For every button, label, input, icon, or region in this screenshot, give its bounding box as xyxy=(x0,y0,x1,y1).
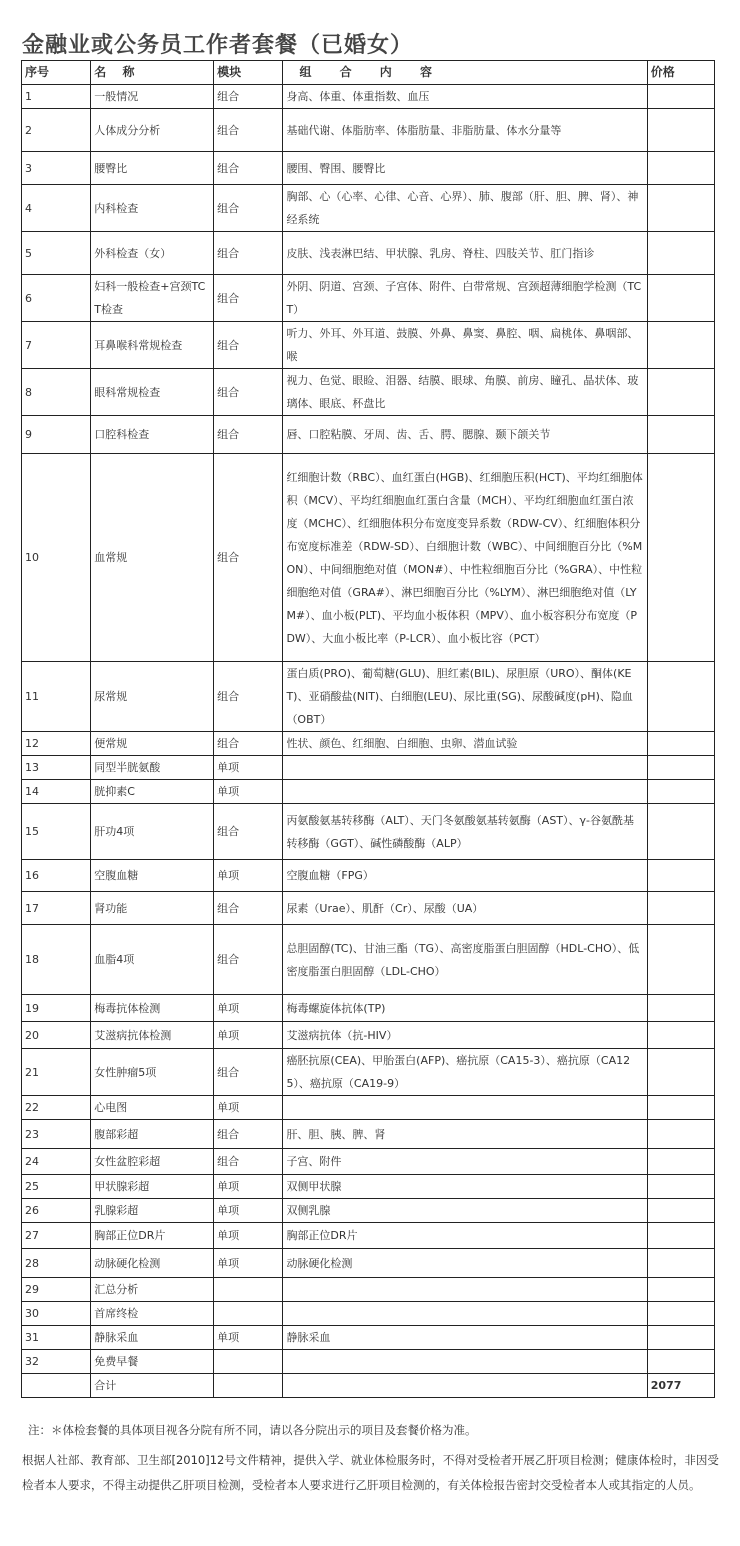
row-index: 2 xyxy=(22,109,91,152)
table-row xyxy=(22,416,715,454)
row-index: 14 xyxy=(22,780,91,804)
item-name: 口腔科检查 xyxy=(91,416,214,454)
item-content xyxy=(283,756,647,780)
item-name: 胸部正位DR片 xyxy=(91,1223,214,1249)
item-content: 胸部正位DR片 xyxy=(283,1223,647,1249)
item-price xyxy=(647,85,714,109)
row-index: 5 xyxy=(22,232,91,275)
item-price xyxy=(647,275,714,322)
item-content: 皮肤、浅表淋巴结、甲状腺、乳房、脊柱、四肢关节、肛门指诊 xyxy=(283,232,647,275)
item-price xyxy=(647,1120,714,1149)
item-name: 女性肿瘤5项 xyxy=(91,1049,214,1096)
table-row xyxy=(22,892,715,925)
item-name: 耳鼻喉科常规检查 xyxy=(91,322,214,369)
item-name: 同型半胱氨酸 xyxy=(91,756,214,780)
header-module: 模块 xyxy=(214,61,283,85)
table-row xyxy=(22,1223,715,1249)
table-row xyxy=(22,454,715,662)
item-module: 组合 xyxy=(214,416,283,454)
row-index: 27 xyxy=(22,1223,91,1249)
item-content xyxy=(283,1302,647,1326)
package-table xyxy=(21,60,715,1398)
item-module: 组合 xyxy=(214,152,283,185)
row-index: 1 xyxy=(22,85,91,109)
item-price xyxy=(647,1049,714,1096)
item-price xyxy=(647,416,714,454)
item-module: 组合 xyxy=(214,85,283,109)
item-price xyxy=(647,860,714,892)
item-price xyxy=(647,1350,714,1374)
item-name: 人体成分分析 xyxy=(91,109,214,152)
header-index: 序号 xyxy=(22,61,91,85)
item-content xyxy=(283,780,647,804)
row-index: 31 xyxy=(22,1326,91,1350)
item-name: 肝功4项 xyxy=(91,804,214,860)
item-price xyxy=(647,662,714,732)
item-content: 空腹血糖（FPG） xyxy=(283,860,647,892)
item-module xyxy=(214,1302,283,1326)
table-row xyxy=(22,780,715,804)
item-name: 肾功能 xyxy=(91,892,214,925)
table-row xyxy=(22,732,715,756)
item-content: 癌胚抗原(CEA)、甲胎蛋白(AFP)、癌抗原（CA15-3）、癌抗原（CA125）、癌抗原（CA19-9） xyxy=(283,1049,647,1096)
item-module: 单项 xyxy=(214,756,283,780)
table-row xyxy=(22,369,715,416)
item-price xyxy=(647,1149,714,1175)
item-content: 静脉采血 xyxy=(283,1326,647,1350)
row-index: 13 xyxy=(22,756,91,780)
table-row xyxy=(22,275,715,322)
item-content xyxy=(283,1096,647,1120)
item-module: 单项 xyxy=(214,1326,283,1350)
total-price: 2077 xyxy=(647,1374,714,1398)
table-row xyxy=(22,1120,715,1149)
item-module: 组合 xyxy=(214,892,283,925)
item-module: 单项 xyxy=(214,1249,283,1278)
item-module: 组合 xyxy=(214,662,283,732)
item-name: 外科检查（女） xyxy=(91,232,214,275)
row-index: 10 xyxy=(22,454,91,662)
row-index: 18 xyxy=(22,925,91,995)
item-price xyxy=(647,322,714,369)
item-name: 乳腺彩超 xyxy=(91,1199,214,1223)
item-module: 组合 xyxy=(214,109,283,152)
item-name: 尿常规 xyxy=(91,662,214,732)
item-module: 组合 xyxy=(214,185,283,232)
item-module: 组合 xyxy=(214,322,283,369)
item-module: 单项 xyxy=(214,1096,283,1120)
row-index: 26 xyxy=(22,1199,91,1223)
item-name: 静脉采血 xyxy=(91,1326,214,1350)
item-content: 唇、口腔粘膜、牙周、齿、舌、腭、腮腺、颞下颌关节 xyxy=(283,416,647,454)
item-content: 胸部、心（心率、心律、心音、心界）、肺、腹部（肝、胆、脾、肾）、神经系统 xyxy=(283,185,647,232)
item-name: 女性盆腔彩超 xyxy=(91,1149,214,1175)
total-content xyxy=(283,1374,647,1398)
item-name: 腹部彩超 xyxy=(91,1120,214,1149)
item-price xyxy=(647,892,714,925)
total-module xyxy=(214,1374,283,1398)
item-content: 腰围、臀围、腰臀比 xyxy=(283,152,647,185)
item-name: 首席终检 xyxy=(91,1302,214,1326)
item-module: 单项 xyxy=(214,1223,283,1249)
item-price xyxy=(647,780,714,804)
item-price xyxy=(647,1175,714,1199)
item-content: 基础代谢、体脂肪率、体脂肪量、非脂肪量、体水分量等 xyxy=(283,109,647,152)
item-module: 单项 xyxy=(214,1022,283,1049)
item-name: 动脉硬化检测 xyxy=(91,1249,214,1278)
item-module: 组合 xyxy=(214,925,283,995)
row-index: 8 xyxy=(22,369,91,416)
item-name: 甲状腺彩超 xyxy=(91,1175,214,1199)
note-hepatitis-policy: 根据人社部、教育部、卫生部[2010]12号文件精神，提供入学、就业体检服务时，不得对受检者开展乙肝项目检测；健康体检时，非因受检者本人要求，不得主动提供乙肝项目检测，受检者本人要求进行乙肝项目检测的，有关体检报告密封交受检者本人或其指定的人员。 xyxy=(22,1453,719,1492)
header-price: 价格 xyxy=(647,61,714,85)
item-price xyxy=(647,185,714,232)
total-index xyxy=(22,1374,91,1398)
item-price xyxy=(647,1249,714,1278)
item-name: 血脂4项 xyxy=(91,925,214,995)
table-row xyxy=(22,1049,715,1096)
item-name: 血常规 xyxy=(91,454,214,662)
row-index: 23 xyxy=(22,1120,91,1149)
row-index: 16 xyxy=(22,860,91,892)
row-index: 17 xyxy=(22,892,91,925)
table-row xyxy=(22,756,715,780)
item-name: 免费早餐 xyxy=(91,1350,214,1374)
table-row xyxy=(22,85,715,109)
table-row xyxy=(22,1302,715,1326)
item-price xyxy=(647,1302,714,1326)
row-index: 4 xyxy=(22,185,91,232)
row-index: 19 xyxy=(22,995,91,1022)
item-name: 妇科一般检查+宫颈TCT检查 xyxy=(91,275,214,322)
item-name: 内科检查 xyxy=(91,185,214,232)
table-row xyxy=(22,1096,715,1120)
item-content: 视力、色觉、眼睑、泪器、结膜、眼球、角膜、前房、瞳孔、晶状体、玻璃体、眼底、杯盘比 xyxy=(283,369,647,416)
item-content: 性状、颜色、红细胞、白细胞、虫卵、潜血试验 xyxy=(283,732,647,756)
item-module: 单项 xyxy=(214,995,283,1022)
page-title: 金融业或公务员工作者套餐（已婚女） xyxy=(22,32,414,58)
table-row xyxy=(22,1022,715,1049)
item-module: 组合 xyxy=(214,1120,283,1149)
item-name: 心电图 xyxy=(91,1096,214,1120)
item-price xyxy=(647,1326,714,1350)
item-module xyxy=(214,1350,283,1374)
item-price xyxy=(647,1199,714,1223)
item-price xyxy=(647,925,714,995)
item-price xyxy=(647,369,714,416)
row-index: 3 xyxy=(22,152,91,185)
item-price xyxy=(647,109,714,152)
row-index: 20 xyxy=(22,1022,91,1049)
table-row xyxy=(22,1199,715,1223)
table-row xyxy=(22,995,715,1022)
item-content: 红细胞计数（RBC）、血红蛋白(HGB)、红细胞压积(HCT)、平均红细胞体积（MCV）、平均红细胞血红蛋白含量（MCH）、平均红细胞血红蛋白浓度（MCHC）、红细胞体积分布宽度变异系数（RDW-CV）、红细胞体积分布宽度标准差（RDW-SD）、白细胞计数（WBC）、中间细胞百分比（%MON）、中间细胞绝对值（MON#）、中性粒细胞百分比（%GRA）、中性粒细胞绝对值（GRA#）、淋巴细胞百分比（%LYM）、淋巴细胞绝对值（LYM#）、血小板(PLT)、平均血小板体积（MPV）、血小板容积分布宽度（PDW）、大血小板比率（P-LCR）、血小板比容（PCT） xyxy=(283,454,647,662)
item-price xyxy=(647,152,714,185)
item-price xyxy=(647,1096,714,1120)
item-content: 双侧甲状腺 xyxy=(283,1175,647,1199)
item-module: 组合 xyxy=(214,454,283,662)
row-index: 11 xyxy=(22,662,91,732)
table-row xyxy=(22,1326,715,1350)
row-index: 30 xyxy=(22,1302,91,1326)
row-index: 24 xyxy=(22,1149,91,1175)
table-row xyxy=(22,185,715,232)
row-index: 9 xyxy=(22,416,91,454)
item-name: 一般情况 xyxy=(91,85,214,109)
table-header-row xyxy=(22,61,715,85)
item-name: 汇总分析 xyxy=(91,1278,214,1302)
row-index: 21 xyxy=(22,1049,91,1096)
item-content: 身高、体重、体重指数、血压 xyxy=(283,85,647,109)
item-module: 单项 xyxy=(214,780,283,804)
row-index: 32 xyxy=(22,1350,91,1374)
notes xyxy=(22,1418,722,1498)
item-content: 艾滋病抗体（抗-HIV） xyxy=(283,1022,647,1049)
item-module: 组合 xyxy=(214,275,283,322)
item-module: 单项 xyxy=(214,860,283,892)
header-name: 名 称 xyxy=(91,61,214,85)
item-module: 组合 xyxy=(214,804,283,860)
table-row xyxy=(22,322,715,369)
item-price xyxy=(647,732,714,756)
row-index: 28 xyxy=(22,1249,91,1278)
item-module: 组合 xyxy=(214,1049,283,1096)
item-name: 腰臀比 xyxy=(91,152,214,185)
item-module: 单项 xyxy=(214,1175,283,1199)
row-index: 12 xyxy=(22,732,91,756)
table-row xyxy=(22,152,715,185)
item-module: 单项 xyxy=(214,1199,283,1223)
item-content: 总胆固醇(TC)、甘油三酯（TG）、高密度脂蛋白胆固醇（HDL-CHO）、低密度脂蛋白胆固醇（LDL-CHO） xyxy=(283,925,647,995)
total-label: 合计 xyxy=(91,1374,214,1398)
total-row xyxy=(22,1374,715,1398)
item-content xyxy=(283,1350,647,1374)
item-content: 尿素（Urae）、肌酐（Cr）、尿酸（UA） xyxy=(283,892,647,925)
table-row xyxy=(22,109,715,152)
item-module: 组合 xyxy=(214,369,283,416)
table-body xyxy=(22,85,715,1374)
table-row xyxy=(22,232,715,275)
item-price xyxy=(647,1022,714,1049)
item-price xyxy=(647,1223,714,1249)
item-content xyxy=(283,1278,647,1302)
table-row xyxy=(22,1278,715,1302)
table-row xyxy=(22,1350,715,1374)
item-module xyxy=(214,1278,283,1302)
item-content: 蛋白质(PRO)、葡萄糖(GLU)、胆红素(BIL)、尿胆原（URO）、酮体(KET)、亚硝酸盐(NIT)、白细胞(LEU)、尿比重(SG)、尿酸碱度(pH)、隐血（OBT） xyxy=(283,662,647,732)
row-index: 6 xyxy=(22,275,91,322)
item-name: 眼科常规检查 xyxy=(91,369,214,416)
item-price xyxy=(647,454,714,662)
item-price xyxy=(647,995,714,1022)
header-content: 组 合 内 容 xyxy=(283,61,647,85)
row-index: 29 xyxy=(22,1278,91,1302)
table-row xyxy=(22,1249,715,1278)
row-index: 7 xyxy=(22,322,91,369)
item-name: 空腹血糖 xyxy=(91,860,214,892)
item-content: 丙氨酸氨基转移酶（ALT）、天门冬氨酸氨基转氨酶（AST）、γ-谷氨酰基转移酶（GGT）、碱性磷酸酶（ALP） xyxy=(283,804,647,860)
item-content: 动脉硬化检测 xyxy=(283,1249,647,1278)
table-row xyxy=(22,860,715,892)
item-module: 组合 xyxy=(214,1149,283,1175)
item-price xyxy=(647,1278,714,1302)
item-price xyxy=(647,804,714,860)
item-name: 艾滋病抗体检测 xyxy=(91,1022,214,1049)
row-index: 25 xyxy=(22,1175,91,1199)
item-content: 肝、胆、胰、脾、肾 xyxy=(283,1120,647,1149)
item-name: 便常规 xyxy=(91,732,214,756)
item-content: 听力、外耳、外耳道、鼓膜、外鼻、鼻窦、鼻腔、咽、扁桃体、鼻咽部、喉 xyxy=(283,322,647,369)
item-name: 梅毒抗体检测 xyxy=(91,995,214,1022)
row-index: 15 xyxy=(22,804,91,860)
table-row xyxy=(22,804,715,860)
table-row xyxy=(22,1149,715,1175)
table-row xyxy=(22,925,715,995)
item-content: 外阴、阴道、宫颈、子宫体、附件、白带常规、宫颈超薄细胞学检测（TCT） xyxy=(283,275,647,322)
item-price xyxy=(647,232,714,275)
item-content: 子宫、附件 xyxy=(283,1149,647,1175)
item-price xyxy=(647,756,714,780)
item-content: 双侧乳腺 xyxy=(283,1199,647,1223)
table-row xyxy=(22,662,715,732)
item-module: 组合 xyxy=(214,232,283,275)
note-disclaimer: 注：＊体检套餐的具体项目视各分院有所不同，请以各分院出示的项目及套餐价格为准。 xyxy=(28,1423,477,1437)
row-index: 22 xyxy=(22,1096,91,1120)
item-name: 胱抑素C xyxy=(91,780,214,804)
item-content: 梅毒螺旋体抗体(TP) xyxy=(283,995,647,1022)
table-row xyxy=(22,1175,715,1199)
item-module: 组合 xyxy=(214,732,283,756)
